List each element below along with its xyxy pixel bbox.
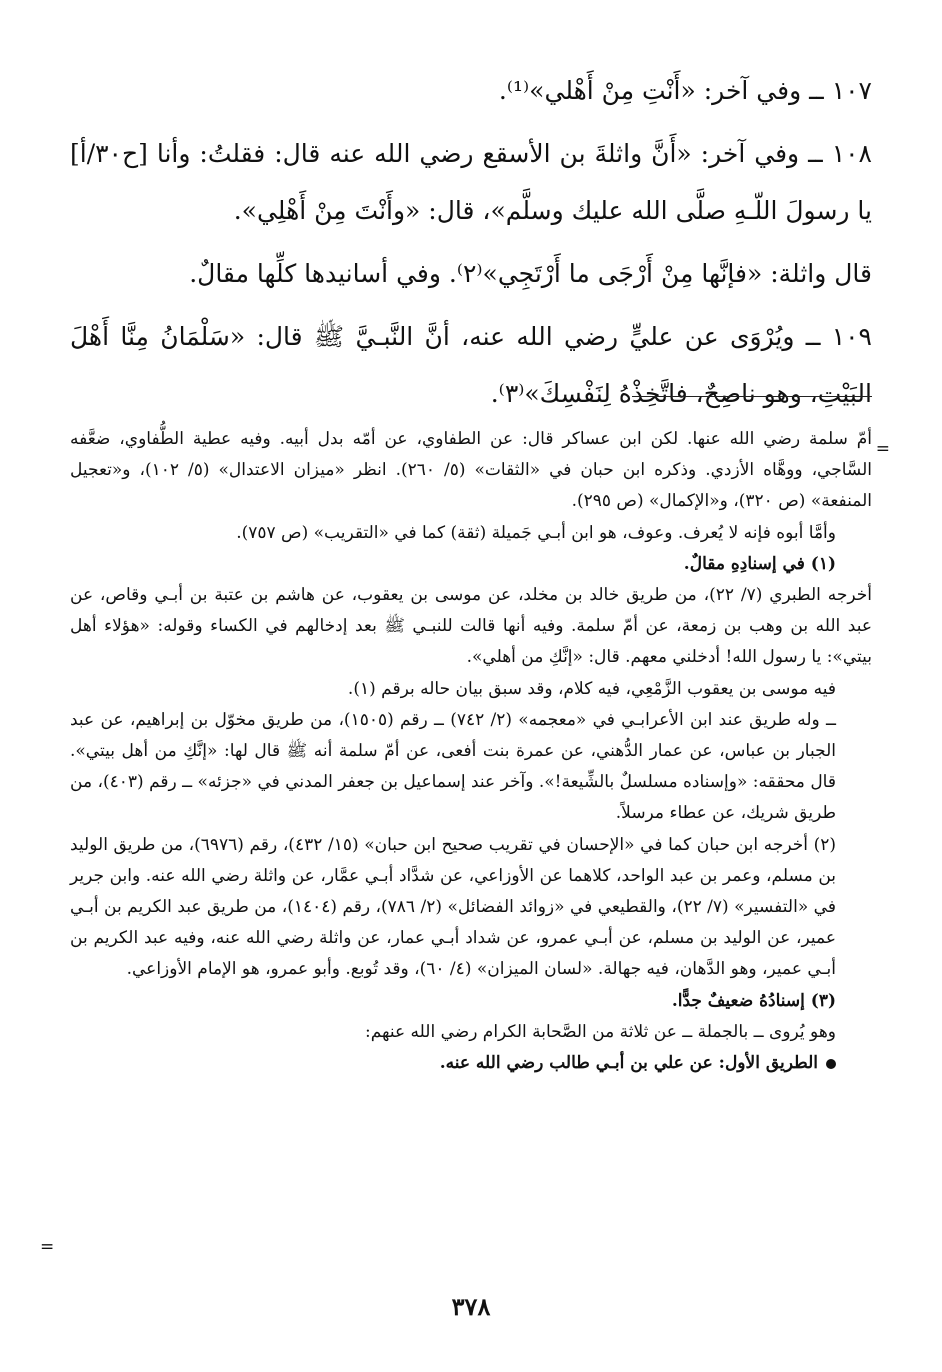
bullet-icon xyxy=(826,1059,836,1069)
main-text xyxy=(70,62,872,422)
footnote-paragraph: وأمَّا أبوه فإنه لا يُعرف. وعوف، هو ابن أبـي جَميلة (ثقة) كما في «التقريب» (ص ٧٥٧). xyxy=(236,522,836,543)
hadith-107: ١٠٧ ــ وفي آخر: «أَنْتِ مِنْ أَهْلي»⁽¹⁾. xyxy=(498,76,872,105)
footnote-divider xyxy=(632,396,872,397)
footnote-2: (٢) أخرجه ابن حبان كما في «الإحسان في تقريب صحيح ابن حبان» (١٥/ ٤٣٢)، رقم (٦٩٧٦)، من طريق الوليد بن مسلم، وعمر بن عبد الواحد، كلاهما عن الأوزاعي، عن شدَّاد أبـي عمَّار، عن واثلة رضي الله عنه. وابن جرير في «التفسير» (٧/ ٢٢)، والقطيعي في «زوائد الفضائل» (٢/ ٧٨٦)، رقم (١٤٠٤)، من طريق عبد الكريم بن أبـي عمير، عن الوليد بن مسلم، عن أبـي عمرو، عن شداد أبـي عمار، عن واثلة رضي الله عنه، وفيه عبد الكريم بن أبـي عمير، وهو الدَّهان، فيه جهالة. «لسان الميزان» (٤/ ٦٠)، وقد تُوبع. وأبو عمرو، هو الإمام الأوزاعي. xyxy=(70,834,836,980)
hadith-108: ١٠٨ ــ وفي آخر: «أَنَّ واثلةَ بن الأسقع رضي الله عنه قال: فقلتُ: وأنا [ح٣٠/أ] يا رسولَ اللّـهِ صلَّى الله عليك وسلَّم»، قال: «وأَنْتَ مِنْ أَهْلِي». xyxy=(70,139,872,225)
route-label: الطريق الأول: عن علي بن أبـي طالب رضي الله عنه. xyxy=(439,1053,818,1074)
footnote-1-body: أخرجه الطبري (٧/ ٢٢)، من طريق خالد بن مخلد، عن موسى بن يعقوب، عن هاشم بن عتبة بن أبـي وقاص، عن عبد الله بن وهب بن زمعة، عن أمّ سلمة. وفيه أنها قالت للنبـي ﷺ بعد إدخالهم في الكساء وقوله: «هؤلاء أهل بيتي»: يا رسول الله! أدخلني معهم. قال: «إنَّكِ من أهلي». xyxy=(70,585,872,668)
footnote-3-route xyxy=(70,1048,872,1079)
continuation-mark-top: = xyxy=(875,439,890,459)
hadith-109: ١٠٩ ــ ويُرْوَى عن عليٍّ رضي الله عنه، أنَّ النَّبـيَّ ﷺ قال: «سَلْمَانُ مِنَّا أَهْلَ البَيْتِ، وهو ناصِحٌ، فاتَّخِذْهُ لِنَفْسِكَ»⁽٣⁾. xyxy=(70,322,872,408)
footnote-1-heading: (١) في إسنادِهِ مقالٌ. xyxy=(683,553,836,574)
footnote-3-body: وهو يُروى ــ بالجملة ــ عن ثلاثة من الصَّحابة الكرام رضي الله عنهم: xyxy=(364,1021,836,1042)
footnote-continued: أمّ سلمة رضي الله عنها. لكن ابن عساكر قال: عن الطفاوي، عن أمّه بدل أبيه. وفيه عطية الطُّفاوي، ضعَّفه السَّاجي، ووهَّاه الأزدي. وذكره ابن حبان في «الثقات» (٥/ ٢٦٠). انظر «ميزان الاعتدال» (٥/ ١٠٢)، و«تعجيل المنفعة» (ص ٣٢٠)، و«الإكمال» (ص ٢٩٥). xyxy=(70,429,872,512)
page-number: ٣٧٨ xyxy=(451,1292,491,1321)
footnote-3-heading: (٣) إسنادُهُ ضعيفٌ جدًّا. xyxy=(671,990,836,1011)
hadith-108-comment: قال واثلة: «فإنَّها مِنْ أَرْجَى ما أَرْتَجِي»⁽٢⁾. وفي أسانيدها كلِّها مقالٌ. xyxy=(189,259,872,288)
footnote-1-comment: فيه موسى بن يعقوب الزَّمْعِي، فيه كلام، وقد سبق بيان حاله برقم (١). xyxy=(347,678,836,699)
continuation-mark-bottom: = xyxy=(40,1237,55,1257)
footnotes xyxy=(70,424,872,1079)
footnote-1-extra: ــ وله طريق عند ابن الأعرابـي في «معجمه» (٢/ ٧٤٢) ــ رقم (١٥٠٥)، من طريق مخوّل بن إبراهيم، عن عبد الجبار بن عباس، عن عمار الدُّهني، عن عمرة بنت أفعى، عن أمّ سلمة أنه ﷺ قال لها: «إنَّكِ من أهل بيتي». قال محققه: «وإسناده مسلسلٌ بالشِّيعة!». وآخر عند إسماعيل بن جعفر المدني في «جزئه» ــ رقم (٤٠٣)، من طريق شريك، عن عطاء مرسلاً. xyxy=(70,709,837,824)
